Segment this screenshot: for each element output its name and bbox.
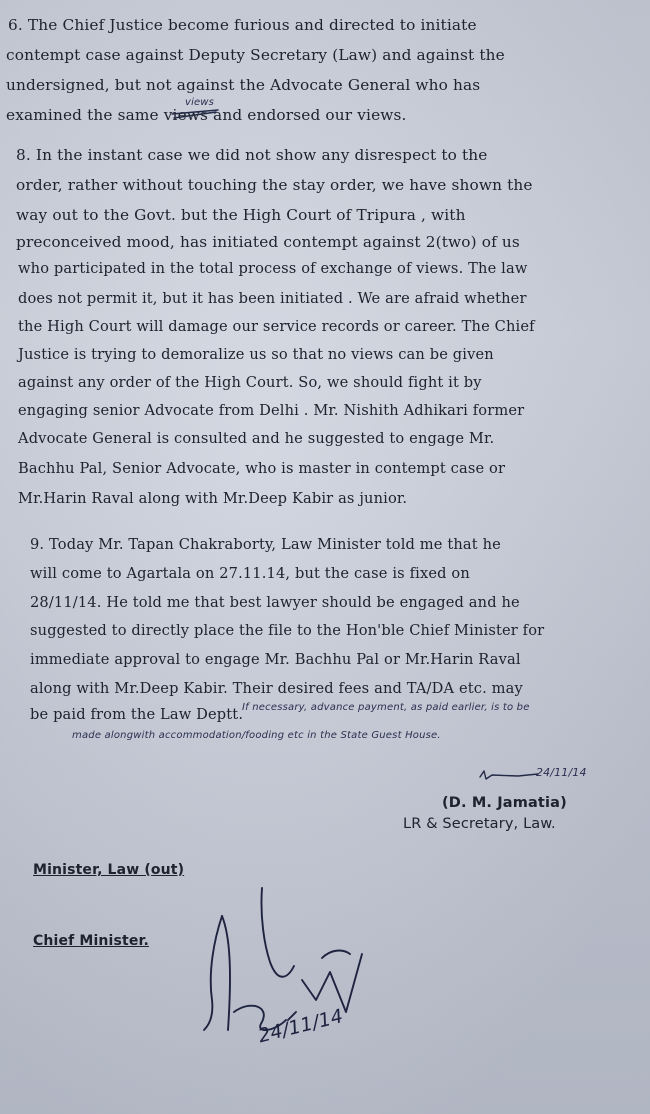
para8-line-6: does not permit it, but it has been initiated . We are afraid whether [18,290,527,307]
para6-line-1: 6. The Chief Justice become furious and directed to initiate [8,16,477,34]
para8-line-10: engaging senior Advocate from Delhi . Mr. Nishith Adhikari former [18,402,525,419]
para9-line-6: along with Mr.Deep Kabir. Their desired fees and TA/DA etc. may [30,680,523,697]
para9-line-7: be paid from the Law Deptt. [30,706,244,723]
para8-line-13: Mr.Harin Raval along with Mr.Deep Kabir as junior. [18,490,408,507]
para9-line-3: 28/11/14. He told me that best lawyer should be engaged and he [30,594,520,611]
routing-chief-minister: Chief Minister. [33,933,149,949]
para6-line-3: undersigned, but not against the Advocate General who has [6,76,481,94]
para8-line-8: Justice is trying to demoralize us so that no views can be given [18,346,494,363]
para8-line-1: 8. In the instant case we did not show any disrespect to the [16,146,488,164]
para8-line-12: Bachhu Pal, Senior Advocate, who is master in contempt case or [18,460,506,477]
para9-line-1: 9. Today Mr. Tapan Chakraborty, Law Minister told me that he [30,536,501,553]
para9-line-5: immediate approval to engage Mr. Bachhu Pal or Mr.Harin Raval [30,651,521,668]
chief-minister-signature [190,880,390,1090]
chief-minister-sign-date: 24/11/14 [256,1005,346,1048]
signatory-name: (D. M. Jamatia) [442,795,567,811]
para9-line-4: suggested to directly place the file to the Hon'ble Chief Minister for [30,622,545,639]
para6-line-4: examined the same views and endorsed our views. [6,106,407,124]
handwritten-note-line-2: made alongwith accommodation/fooding etc in the State Guest House. [72,730,441,741]
handwritten-note-line-1: If necessary, advance payment, as paid earlier, is to be [242,702,530,713]
para8-line-2: order, rather without touching the stay order, we have shown the [16,176,533,194]
handwritten-insert: views [185,97,214,108]
para6-line-2: contempt case against Deputy Secretary (Law) and against the [6,46,505,64]
para8-line-4: preconceived mood, has initiated contempt against 2(two) of us [16,233,520,251]
para8-line-7: the High Court will damage our service records or career. The Chief [18,318,535,335]
signature-date: 24/11/14 [536,766,587,779]
para8-line-11: Advocate General is consulted and he suggested to engage Mr. [18,430,495,447]
routing-minister: Minister, Law (out) [33,862,185,878]
signatory-designation: LR & Secretary, Law. [403,816,556,832]
para8-line-9: against any order of the High Court. So, we should fight it by [18,374,482,391]
para8-line-3: way out to the Govt. but the High Court of Tripura , with [16,206,466,224]
para8-line-5: who participated in the total process of exchange of views. The law [18,260,528,277]
para9-line-2: will come to Agartala on 27.11.14, but the case is fixed on [30,565,470,582]
